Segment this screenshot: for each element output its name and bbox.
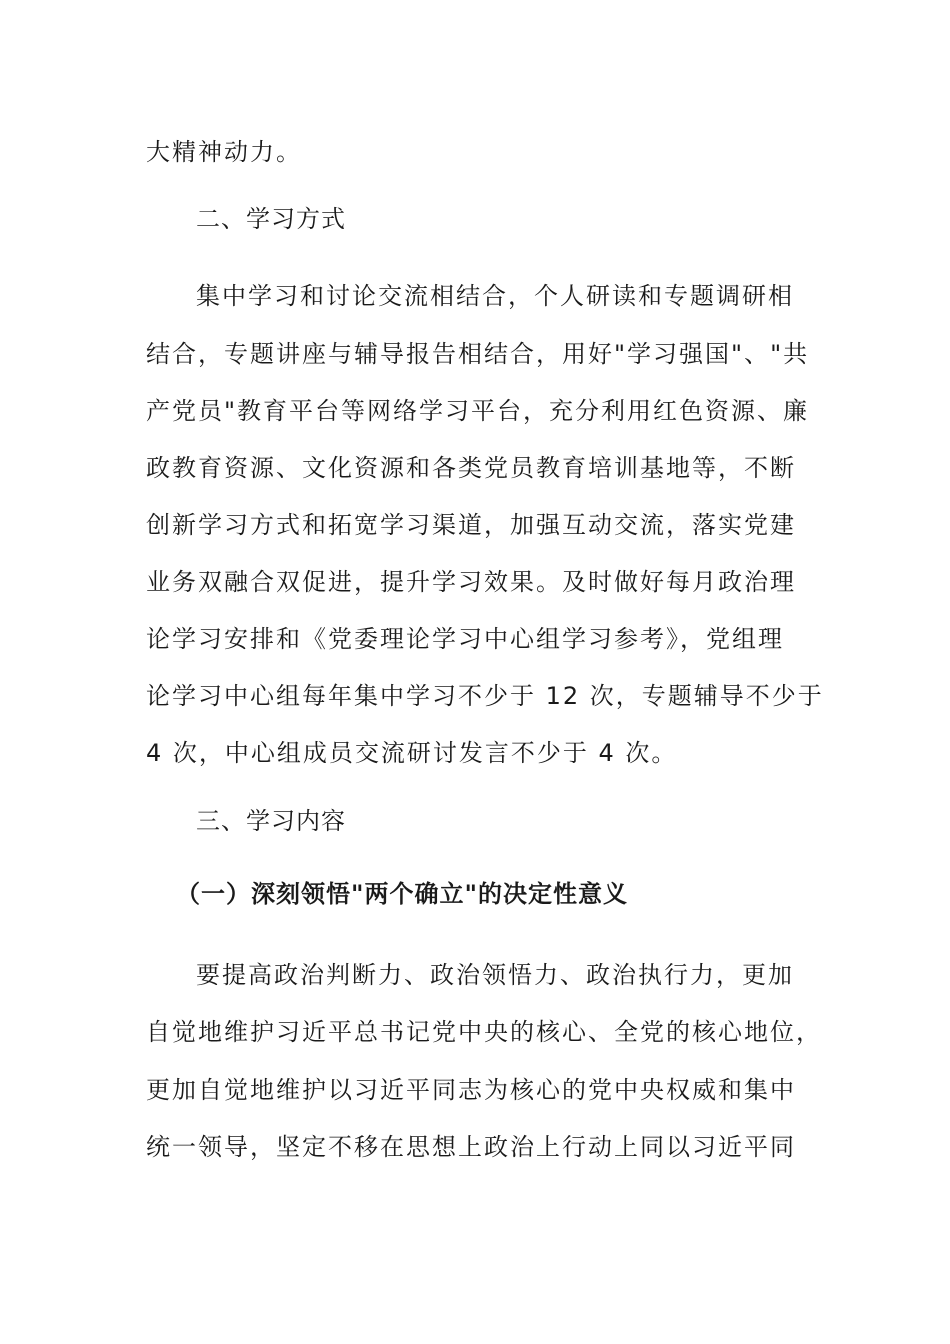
paragraph-line: 更加自觉地维护以习近平同志为核心的党中央权威和集中 (146, 1076, 796, 1104)
subsection-heading: （一）深刻领悟"两个确立"的决定性意义 (176, 880, 629, 908)
paragraph-line: 集中学习和讨论交流相结合，个人研读和专题调研相 (196, 282, 794, 310)
paragraph-line: 结合，专题讲座与辅导报告相结合，用好"学习强国"、"共 (146, 340, 810, 368)
section-heading-study-content: 三、学习内容 (196, 807, 346, 835)
section-heading-study-method: 二、学习方式 (196, 205, 346, 233)
paragraph-line: 产党员"教育平台等网络学习平台，充分利用红色资源、廉 (146, 397, 810, 425)
paragraph-line: 统一领导，坚定不移在思想上政治上行动上同以习近平同 (146, 1133, 796, 1161)
paragraph-line: 论学习安排和《党委理论学习中心组学习参考》，党组理 (146, 625, 784, 653)
paragraph-line: 论学习中心组每年集中学习不少于 12 次，专题辅导不少于 (146, 682, 824, 710)
paragraph-line: 创新学习方式和拓宽学习渠道，加强互动交流，落实党建 (146, 511, 796, 539)
paragraph-line: 4 次，中心组成员交流研讨发言不少于 4 次。 (146, 739, 678, 767)
paragraph-line: 政教育资源、文化资源和各类党员教育培训基地等，不断 (146, 454, 796, 482)
paragraph-line: 大精神动力。 (146, 138, 302, 166)
paragraph-line: 业务双融合双促进，提升学习效果。及时做好每月政治理 (146, 568, 796, 596)
paragraph-line: 要提高政治判断力、政治领悟力、政治执行力，更加 (196, 961, 794, 989)
paragraph-line: 自觉地维护习近平总书记党中央的核心、全党的核心地位， (146, 1018, 822, 1046)
